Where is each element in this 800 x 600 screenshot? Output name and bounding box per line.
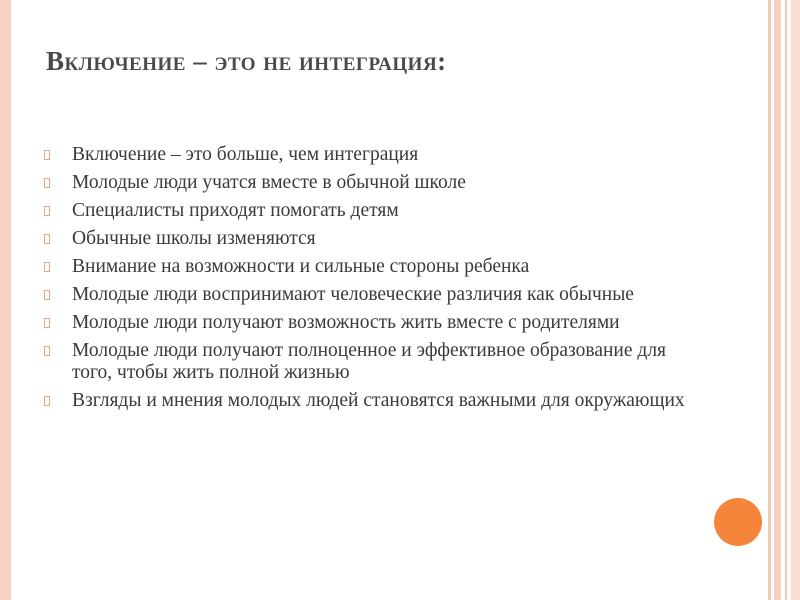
- bullet-square-icon: [44, 178, 50, 188]
- bullet-text: Молодые люди получают полноценное и эффективное образование для того, чтобы жить полной жизнью: [72, 340, 667, 383]
- bullet-item: [42, 144, 692, 166]
- bullet-text: Специалисты приходят помогать детям: [72, 200, 399, 221]
- bullet-text: Молодые люди воспринимают человеческие различия как обычные: [72, 284, 634, 305]
- slide-title: Включение – это не интеграция:: [46, 46, 447, 76]
- bullet-square-icon: [44, 290, 50, 300]
- bullet-item: [42, 284, 692, 306]
- bullet-square-icon: [44, 206, 50, 216]
- bullet-item: [42, 228, 692, 250]
- bullet-item: [42, 312, 692, 334]
- right-stripe-3: [785, 0, 787, 600]
- left-decorative-stripe: [0, 0, 11, 600]
- bullet-text: Молодые люди учатся вместе в обычной школе: [72, 172, 466, 193]
- bullet-square-icon: [44, 234, 50, 244]
- bullet-square-icon: [44, 150, 50, 160]
- bullet-text: Молодые люди получают возможность жить вместе с родителями: [72, 312, 620, 333]
- right-stripe-1: [768, 0, 771, 600]
- bullet-square-icon: [44, 262, 50, 272]
- bullet-square-icon: [44, 318, 50, 328]
- bullet-text: Внимание на возможности и сильные стороны ребенка: [72, 256, 530, 277]
- right-stripe-2: [774, 0, 781, 600]
- right-decorative-stripes: [768, 0, 800, 600]
- bullet-item: [42, 200, 692, 222]
- bullet-item: [42, 390, 692, 412]
- bullet-text: Обычные школы изменяются: [72, 228, 316, 249]
- bullet-square-icon: [44, 346, 50, 356]
- bullet-text: Взгляды и мнения молодых людей становятся важными для окружающих: [72, 390, 685, 411]
- bullet-item: [42, 256, 692, 278]
- bullet-square-icon: [44, 396, 50, 406]
- orange-circle-decoration: [714, 498, 762, 546]
- bullet-text: Включение – это больше, чем интеграция: [72, 144, 419, 165]
- bullet-list: [42, 144, 692, 418]
- bullet-item: [42, 340, 692, 384]
- right-stripe-4: [791, 0, 800, 600]
- bullet-item: [42, 172, 692, 194]
